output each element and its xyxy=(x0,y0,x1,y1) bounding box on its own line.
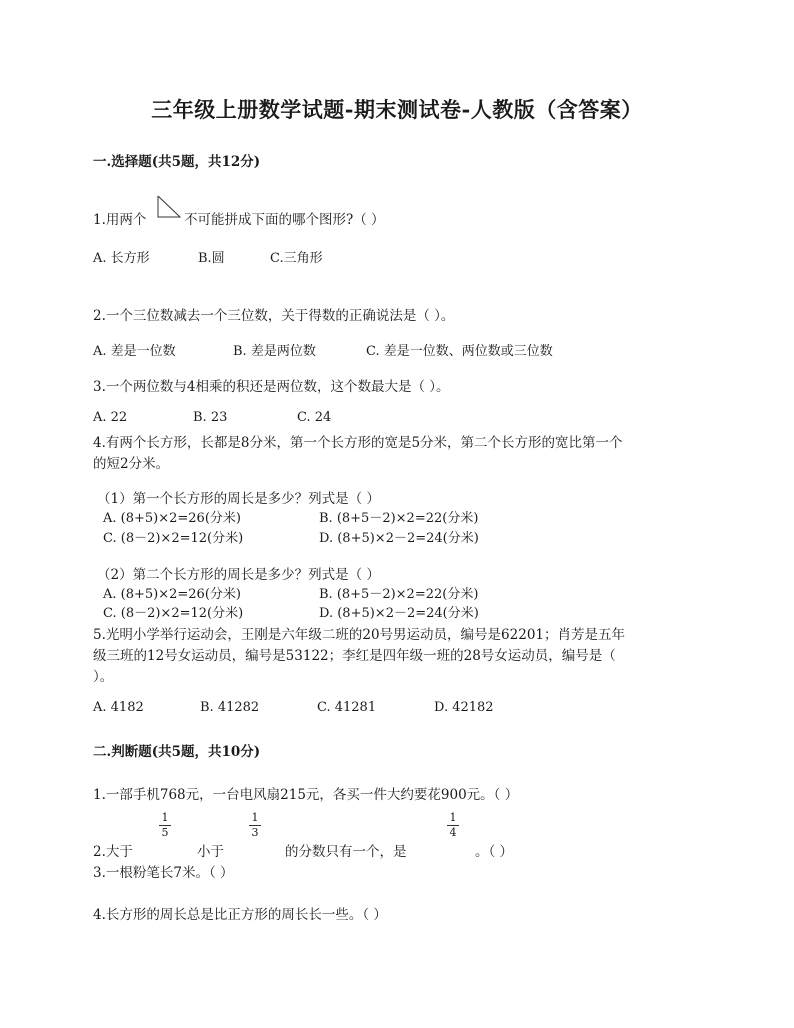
fraction-one-fifth xyxy=(158,812,172,839)
q4-sub1-option-c: C. (8－2)×2=12(分米) xyxy=(103,531,244,546)
q2-option-a: A. 差是一位数 xyxy=(93,344,176,359)
judgement-4-text: 4.长方形的周长总是比正方形的周长长一些。（ ） xyxy=(93,907,387,923)
question-1-suffix: 不可能拼成下面的哪个图形?（ ） xyxy=(184,212,385,228)
judgement-3-text: 3.一根粉笔长7米。（ ） xyxy=(93,865,234,881)
question-4-line-2: 的短2分米。 xyxy=(93,456,170,472)
question-5-line-2: 级三班的12号女运动员，编号是53122；李红是四年级一班的28号女运动员，编号是（ xyxy=(93,648,616,664)
judgement-1-text: 1.一部手机768元，一台电风扇215元，各买一件大约要花900元。（ ） xyxy=(93,787,519,803)
q4-sub2-option-d: D. (8+5)×2－2=24(分米) xyxy=(319,606,479,621)
section-heading-judgement: 二.判断题(共5题，共10分) xyxy=(93,744,261,760)
q4-sub2-stem: （2）第二个长方形的周长是多少？列式是（ ） xyxy=(97,567,380,583)
fraction-numerator: 1 xyxy=(449,811,457,824)
q4-sub2-option-a: A. (8+5)×2=26(分米) xyxy=(103,587,241,602)
judgement-2-part-2: 小于 xyxy=(197,844,224,860)
q2-option-c: C. 差是一位数、两位数或三位数 xyxy=(366,344,553,359)
q4-sub2-option-b: B. (8+5－2)×2=22(分米) xyxy=(319,587,479,602)
q5-option-a: A. 4182 xyxy=(93,700,144,715)
page-title: 三年级上册数学试题-期末测试卷-人教版（含答案） xyxy=(151,97,643,122)
q4-sub1-option-a: A. (8+5)×2=26(分米) xyxy=(103,511,241,526)
question-1-prefix: 1.用两个 xyxy=(93,212,147,228)
q4-sub2-option-c: C. (8－2)×2=12(分米) xyxy=(103,606,244,621)
q1-option-c: C.三角形 xyxy=(270,251,323,266)
q4-sub1-stem: （1）第一个长方形的周长是多少？列式是（ ） xyxy=(97,491,380,507)
q3-option-c: C. 24 xyxy=(297,410,332,425)
fraction-denominator: 5 xyxy=(161,826,169,839)
section-heading-choice: 一.选择题(共5题，共12分) xyxy=(93,154,261,170)
question-2-text: 2.一个三位数减去一个三位数，关于得数的正确说法是（ ）。 xyxy=(93,308,455,324)
q3-option-b: B. 23 xyxy=(193,410,228,425)
q5-option-c: C. 41281 xyxy=(317,700,377,715)
fraction-one-fourth xyxy=(446,812,460,839)
q3-option-a: A. 22 xyxy=(93,410,128,425)
right-triangle-figure xyxy=(155,194,183,220)
fraction-numerator: 1 xyxy=(251,811,259,824)
judgement-2-part-4: 。（ ） xyxy=(475,844,514,860)
fraction-one-third xyxy=(248,812,262,839)
q2-option-b: B. 差是两位数 xyxy=(233,344,316,359)
question-5-line-1: 5.光明小学举行运动会，王刚是六年级二班的20号男运动员，编号是62201；肖芳是五年 xyxy=(93,627,626,643)
judgement-2-part-3: 的分数只有一个，是 xyxy=(285,844,407,860)
fraction-denominator: 3 xyxy=(251,826,259,839)
q1-option-a: A. 长方形 xyxy=(93,251,150,266)
q5-option-d: D. 42182 xyxy=(434,700,494,715)
question-5-line-3: ）。 xyxy=(93,669,114,685)
judgement-2-part-1: 2.大于 xyxy=(93,844,133,860)
q4-sub1-option-b: B. (8+5－2)×2=22(分米) xyxy=(319,511,479,526)
fraction-numerator: 1 xyxy=(161,811,169,824)
question-4-line-1: 4.有两个长方形，长都是8分米，第一个长方形的宽是5分米，第二个长方形的宽比第一个 xyxy=(93,435,623,451)
q1-option-b: B.圆 xyxy=(198,251,225,266)
q4-sub1-option-d: D. (8+5)×2－2=24(分米) xyxy=(319,531,479,546)
question-3-text: 3.一个两位数与4相乘的积还是两位数，这个数最大是（ ）。 xyxy=(93,379,450,395)
fraction-denominator: 4 xyxy=(449,826,457,839)
q5-option-b: B. 41282 xyxy=(200,700,260,715)
